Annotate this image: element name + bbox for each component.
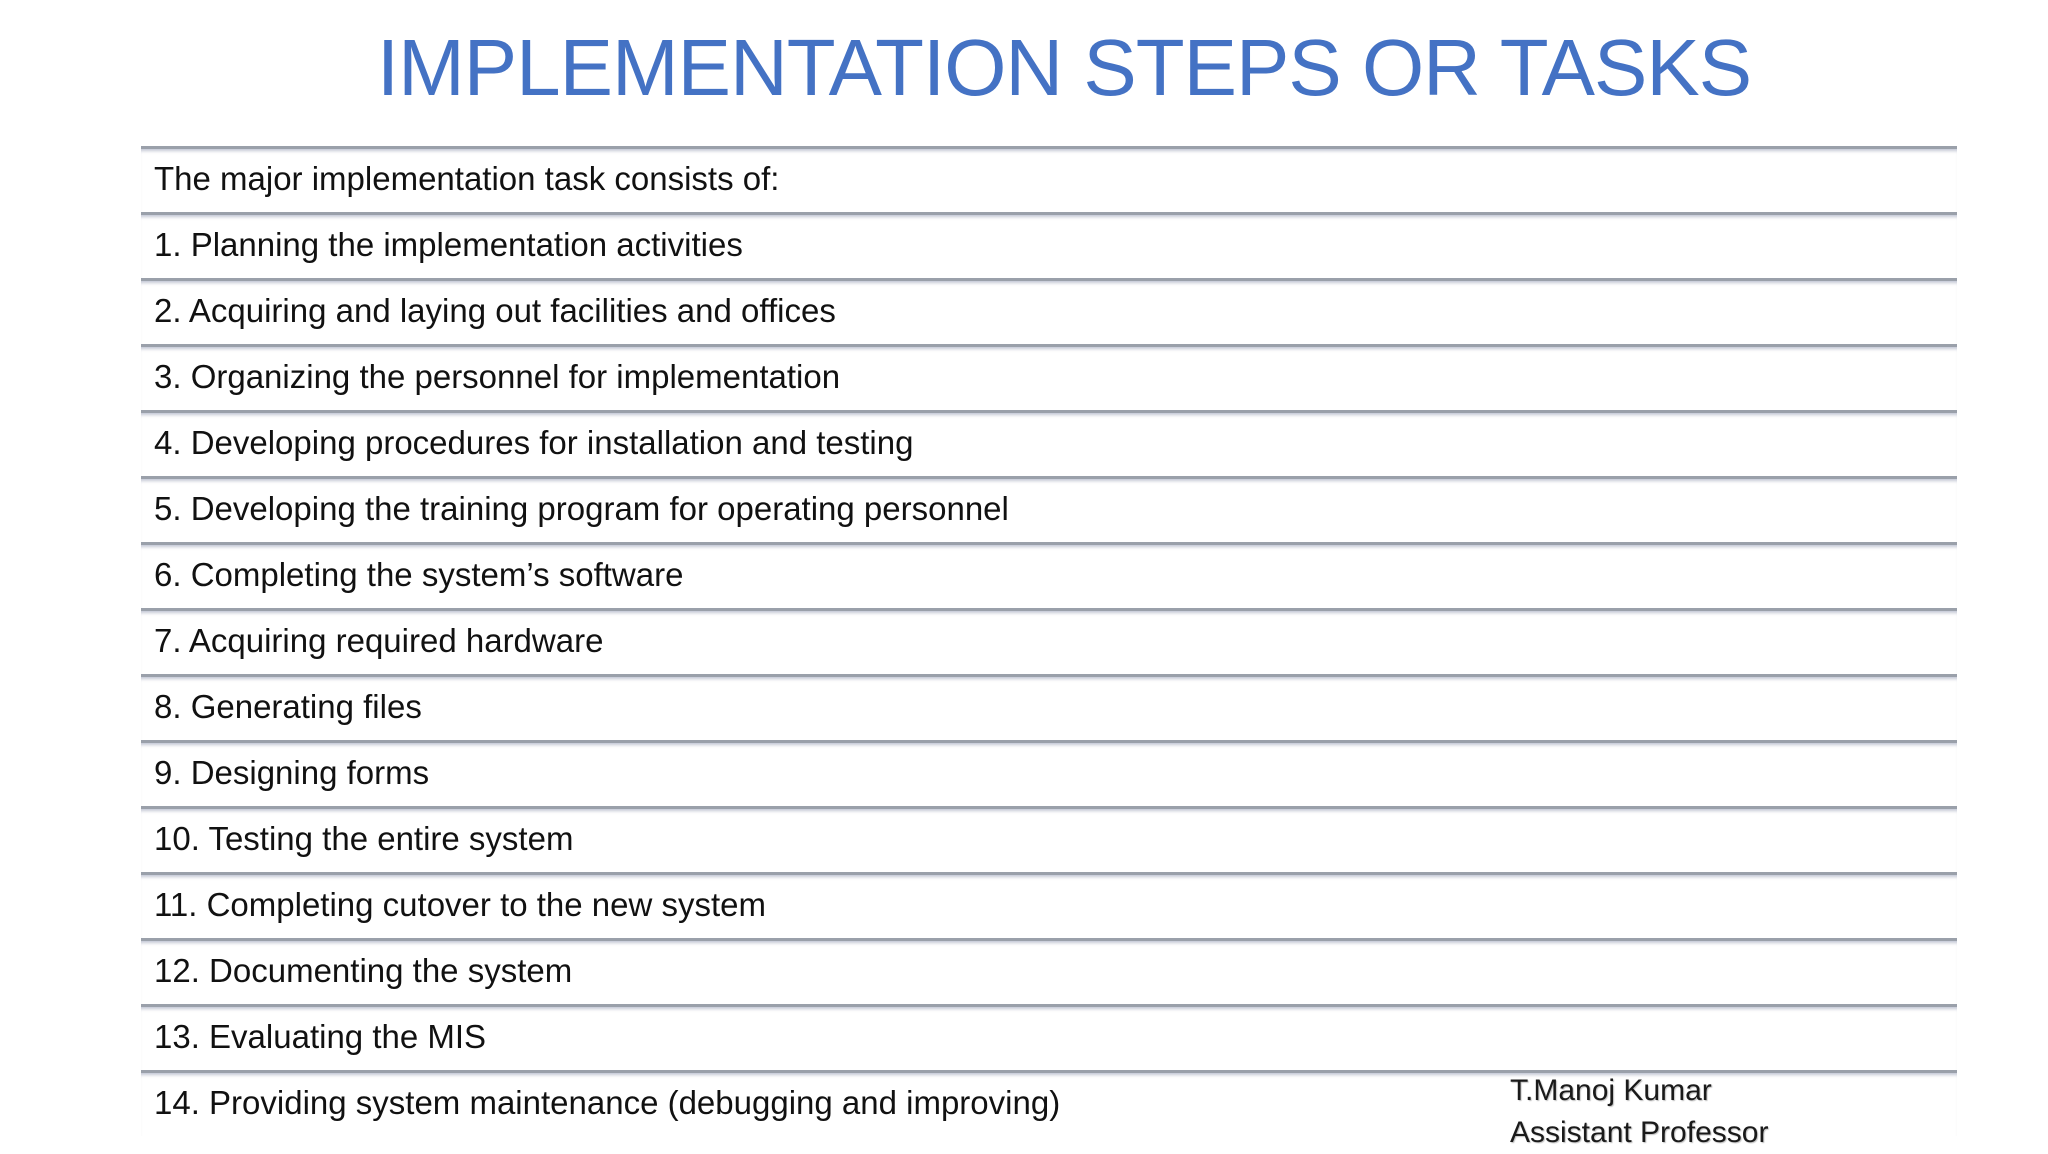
list-item (141, 608, 1957, 674)
list-item (141, 872, 1957, 938)
task-text: 10. Testing the entire system (154, 820, 574, 857)
task-text: 8. Generating files (154, 688, 422, 725)
task-text: 3. Organizing the personnel for implementation (154, 358, 841, 395)
task-list (141, 146, 1957, 1136)
task-text: 9. Designing forms (154, 754, 430, 791)
task-text: 5. Developing the training program for operating personnel (154, 490, 1009, 527)
author-role: Assistant Professor (1510, 1116, 1769, 1149)
task-text: 1. Planning the implementation activities (154, 226, 743, 263)
task-text: 11. Completing cutover to the new system (154, 886, 767, 923)
task-text: 7. Acquiring required hardware (154, 622, 604, 659)
list-item (141, 410, 1957, 476)
list-item (141, 674, 1957, 740)
list-item (141, 476, 1957, 542)
slide-title: IMPLEMENTATION STEPS OR TASKS (376, 23, 1752, 112)
list-item (141, 542, 1957, 608)
list-item (141, 278, 1957, 344)
task-text: 13. Evaluating the MIS (154, 1018, 487, 1055)
list-item (141, 212, 1957, 278)
list-item-intro (141, 146, 1957, 212)
task-text: 6. Completing the system’s software (154, 556, 684, 593)
author-block (1510, 1070, 1768, 1154)
task-text: 2. Acquiring and laying out facilities and offices (154, 292, 836, 329)
intro-text: The major implementation task consists of: (154, 160, 780, 197)
task-text: 14. Providing system maintenance (debugging and improving) (154, 1084, 1061, 1121)
list-item (141, 806, 1957, 872)
author-name: T.Manoj Kumar (1510, 1074, 1712, 1107)
list-item (141, 938, 1957, 1004)
list-item (141, 1004, 1957, 1070)
list-item (141, 344, 1957, 410)
task-text: 4. Developing procedures for installation and testing (154, 424, 914, 461)
list-item (141, 740, 1957, 806)
task-text: 12. Documenting the system (154, 952, 573, 989)
